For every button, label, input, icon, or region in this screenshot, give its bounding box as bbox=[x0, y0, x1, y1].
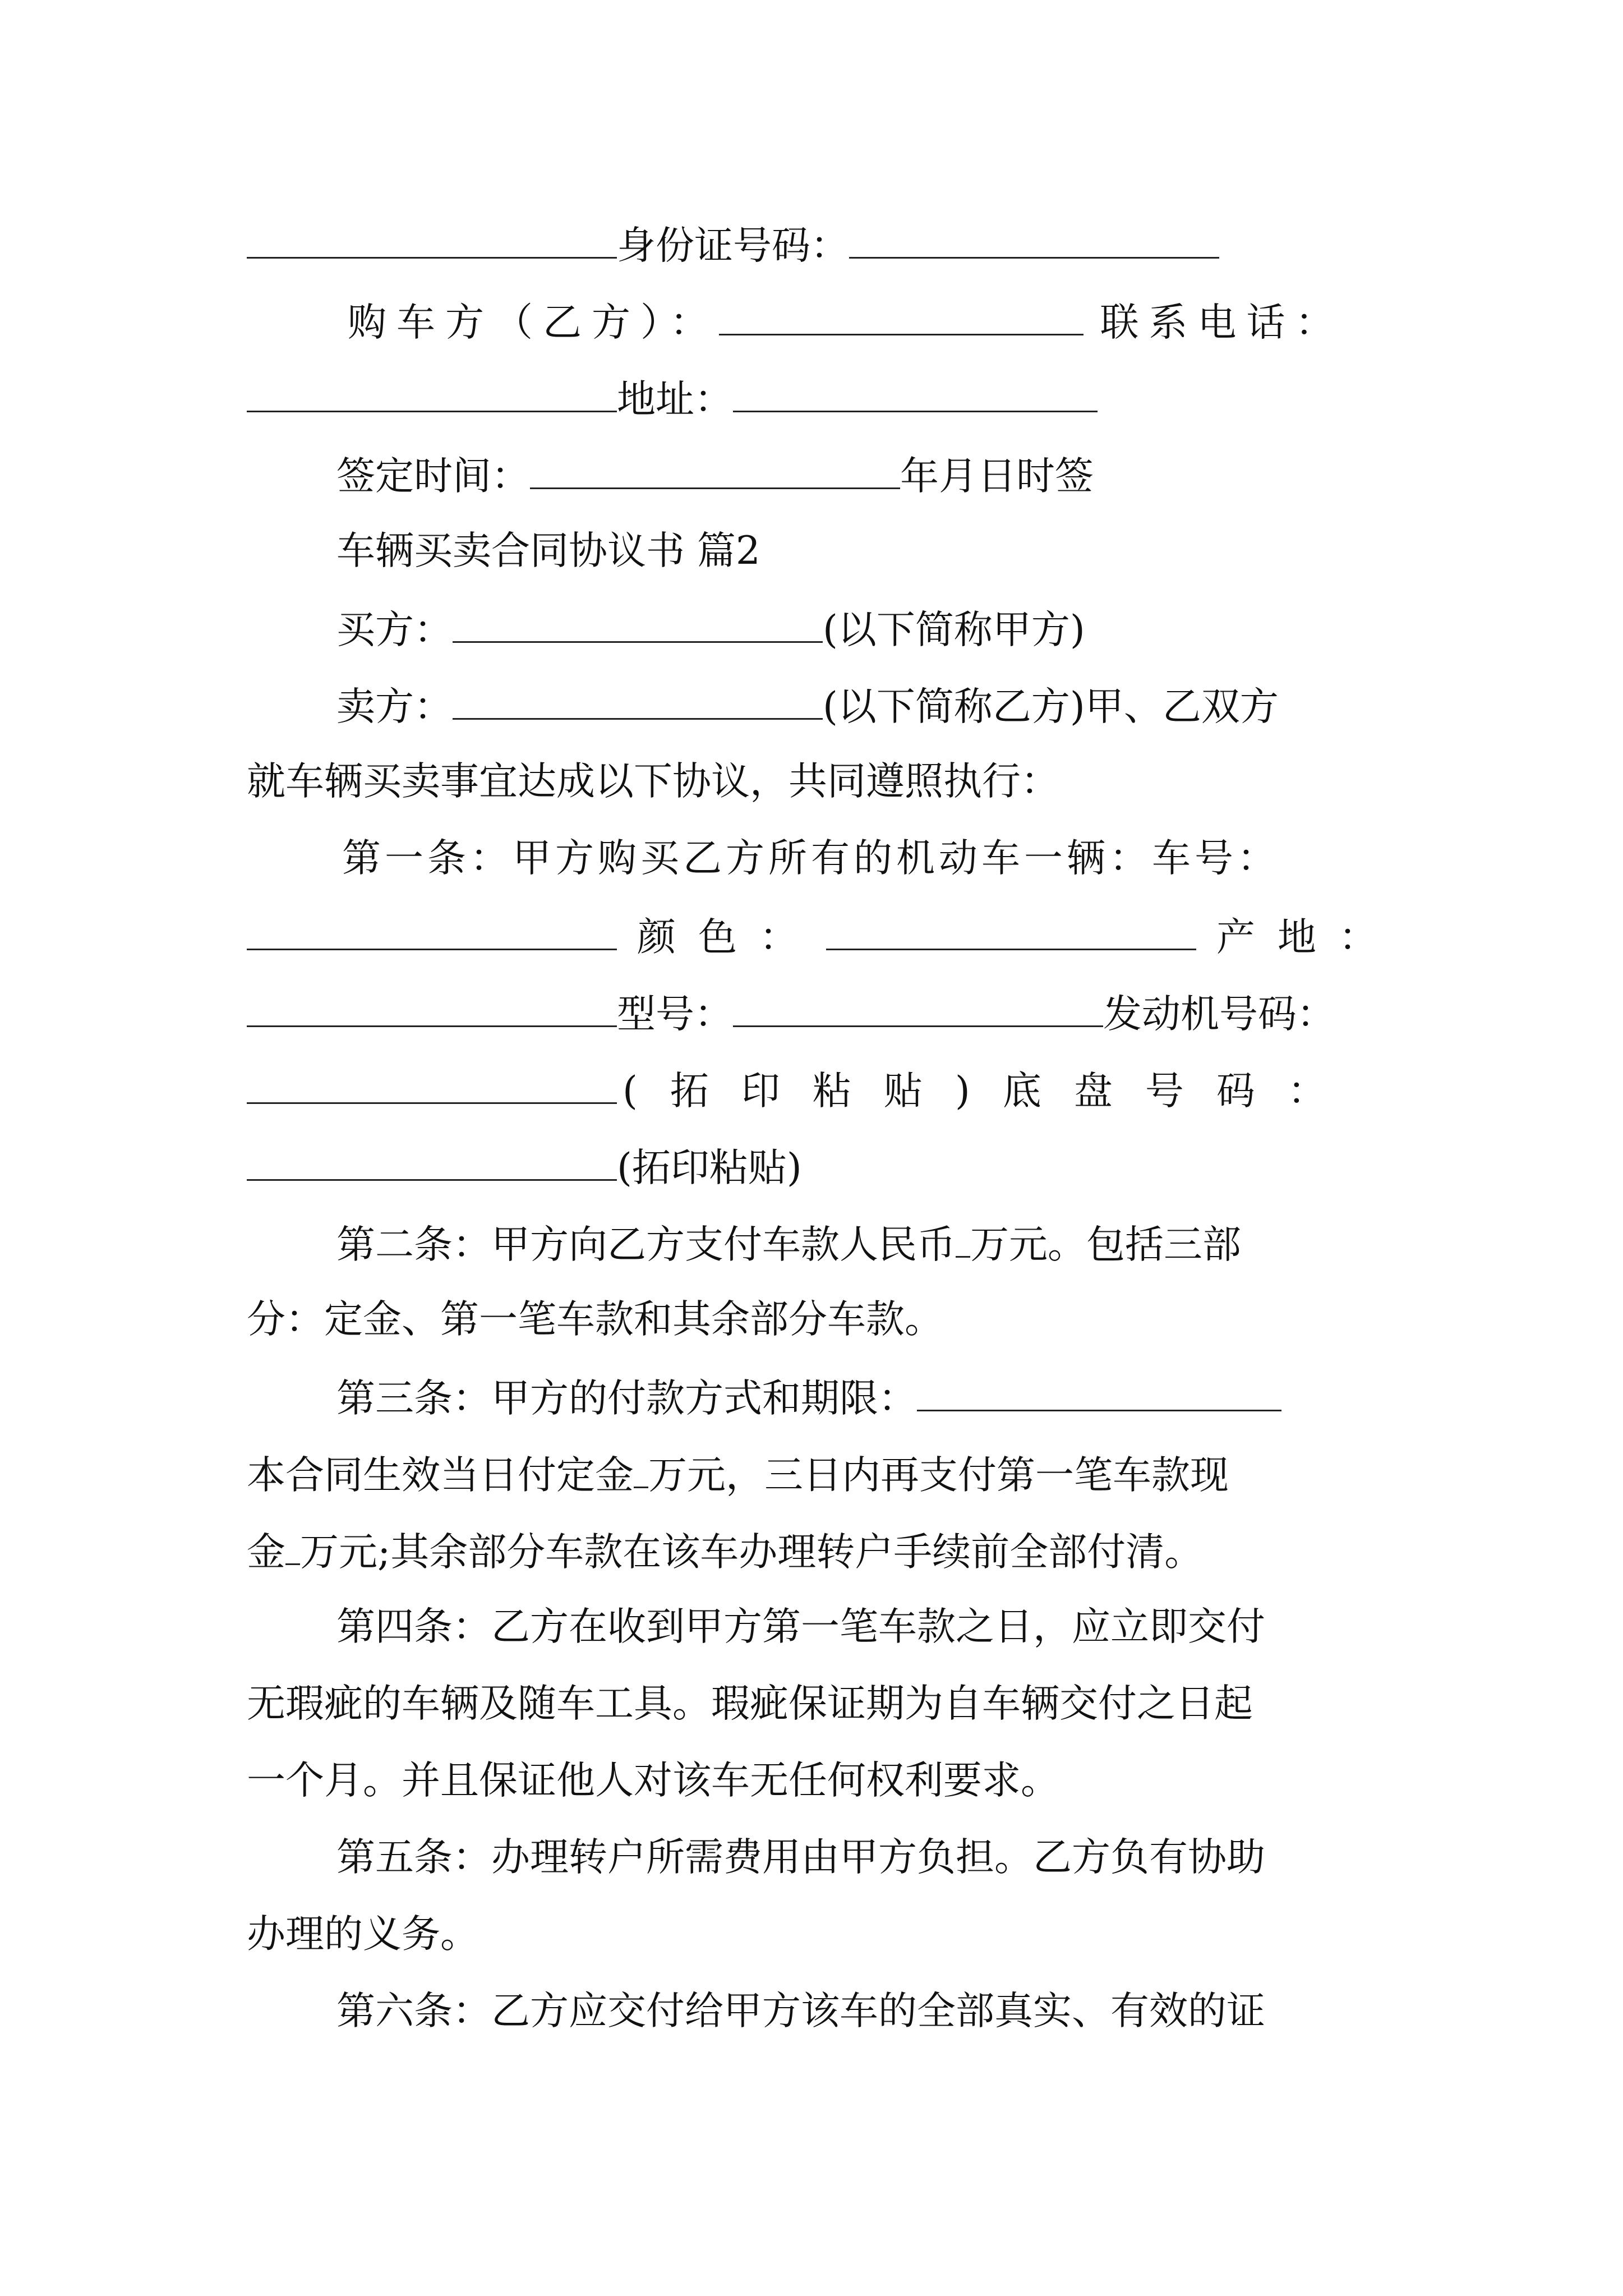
article3-text: 第三条：甲方的付款方式和期限： bbox=[336, 1376, 917, 1421]
model-engine-line bbox=[247, 992, 1335, 1037]
article1-line1: 第一条：甲方购买乙方所有的机动车一辆：车号： bbox=[342, 836, 1280, 881]
article4-line2: 无瑕疵的车辆及随车工具。瑕疵保证期为自车辆交付之日起 bbox=[247, 1681, 1253, 1726]
buyer-party-label: 购车方（乙方）： bbox=[348, 300, 719, 345]
model-label: 型号： bbox=[617, 992, 733, 1037]
blank-field bbox=[849, 224, 1219, 259]
article3-text: 万元，三日内再支付第一笔车款现 bbox=[648, 1453, 1229, 1498]
blank-field bbox=[733, 993, 1103, 1027]
article6-line1: 第六条：乙方应交付给甲方该车的全部真实、有效的证 bbox=[336, 1989, 1265, 2033]
blank-field bbox=[453, 685, 823, 720]
section-heading: 车辆买卖合同协议书 篇2 bbox=[336, 528, 760, 573]
color-origin-line bbox=[247, 915, 1400, 960]
chassis-label: 底盘号码： bbox=[1002, 1069, 1359, 1114]
buyer-line bbox=[336, 609, 1085, 650]
article5-line1: 第五条：办理转户所需费用由甲方负担。乙方负有协助 bbox=[336, 1835, 1265, 1880]
origin-label: 产地： bbox=[1216, 915, 1400, 960]
sign-time-label: 签定时间： bbox=[336, 454, 530, 499]
article4-line3: 一个月。并且保证他人对该车无任何权利要求。 bbox=[247, 1758, 1059, 1803]
blank-field bbox=[719, 301, 1083, 335]
article3-text: 万元;其余部分车款在该车办理转户手续前全部付清。 bbox=[300, 1530, 1204, 1575]
article3-line1 bbox=[336, 1376, 1281, 1421]
blank-field bbox=[247, 224, 617, 259]
blank-field bbox=[917, 1377, 1281, 1411]
rubbing-chassis-line bbox=[247, 1069, 1359, 1114]
blank-field bbox=[826, 916, 1196, 950]
sign-time-line bbox=[336, 454, 1094, 499]
rubbing-label: (拓印粘贴) bbox=[623, 1069, 1003, 1114]
article4-line1: 第四条：乙方在收到甲方第一笔车款之日，应立即交付 bbox=[336, 1604, 1265, 1649]
rubbing-line bbox=[247, 1147, 802, 1188]
id-number-line bbox=[247, 223, 1219, 268]
article3-text: 金 bbox=[247, 1530, 285, 1575]
blank-field bbox=[530, 455, 900, 489]
address-label: 地址： bbox=[617, 377, 733, 422]
seller-label: 卖方： bbox=[336, 684, 453, 729]
address-line bbox=[247, 377, 1098, 422]
article3-line3 bbox=[247, 1530, 1204, 1575]
sign-time-suffix: 年月日时签 bbox=[900, 454, 1094, 499]
seller-suffix: (以下简称乙方)甲、乙双方 bbox=[823, 684, 1279, 729]
article3-line2 bbox=[247, 1453, 1229, 1498]
id-number-label: 身份证号码： bbox=[617, 223, 849, 268]
buyer-party-line bbox=[348, 300, 1344, 345]
blank-field bbox=[247, 993, 617, 1027]
article2-line1 bbox=[336, 1222, 1241, 1267]
blank-field bbox=[634, 1454, 648, 1488]
blank-field bbox=[247, 916, 617, 950]
blank-field bbox=[247, 1070, 617, 1104]
article2-text: 万元。包括三部 bbox=[970, 1222, 1241, 1267]
contact-phone-label: 联系电话： bbox=[1100, 300, 1344, 345]
blank-field bbox=[733, 378, 1098, 412]
seller-line bbox=[336, 684, 1279, 729]
blank-field bbox=[956, 1223, 970, 1258]
agreement-line: 就车辆买卖事宜达成以下协议，共同遵照执行： bbox=[247, 759, 1059, 804]
rubbing-label: (拓印粘贴) bbox=[617, 1145, 802, 1190]
blank-field bbox=[453, 609, 823, 643]
blank-field bbox=[247, 378, 617, 412]
blank-field bbox=[247, 1147, 617, 1181]
blank-field bbox=[285, 1531, 300, 1565]
engine-label: 发动机号码： bbox=[1103, 992, 1335, 1037]
color-label: 颜色： bbox=[637, 915, 820, 960]
buyer-label: 买方： bbox=[336, 608, 453, 652]
buyer-suffix: (以下简称甲方) bbox=[823, 608, 1085, 652]
article3-text: 本合同生效当日付定金 bbox=[247, 1453, 634, 1498]
article2-line2: 分：定金、第一笔车款和其余部分车款。 bbox=[247, 1297, 943, 1342]
article5-line2: 办理的义务。 bbox=[247, 1912, 479, 1957]
article2-text: 第二条：甲方向乙方支付车款人民币 bbox=[336, 1222, 956, 1267]
